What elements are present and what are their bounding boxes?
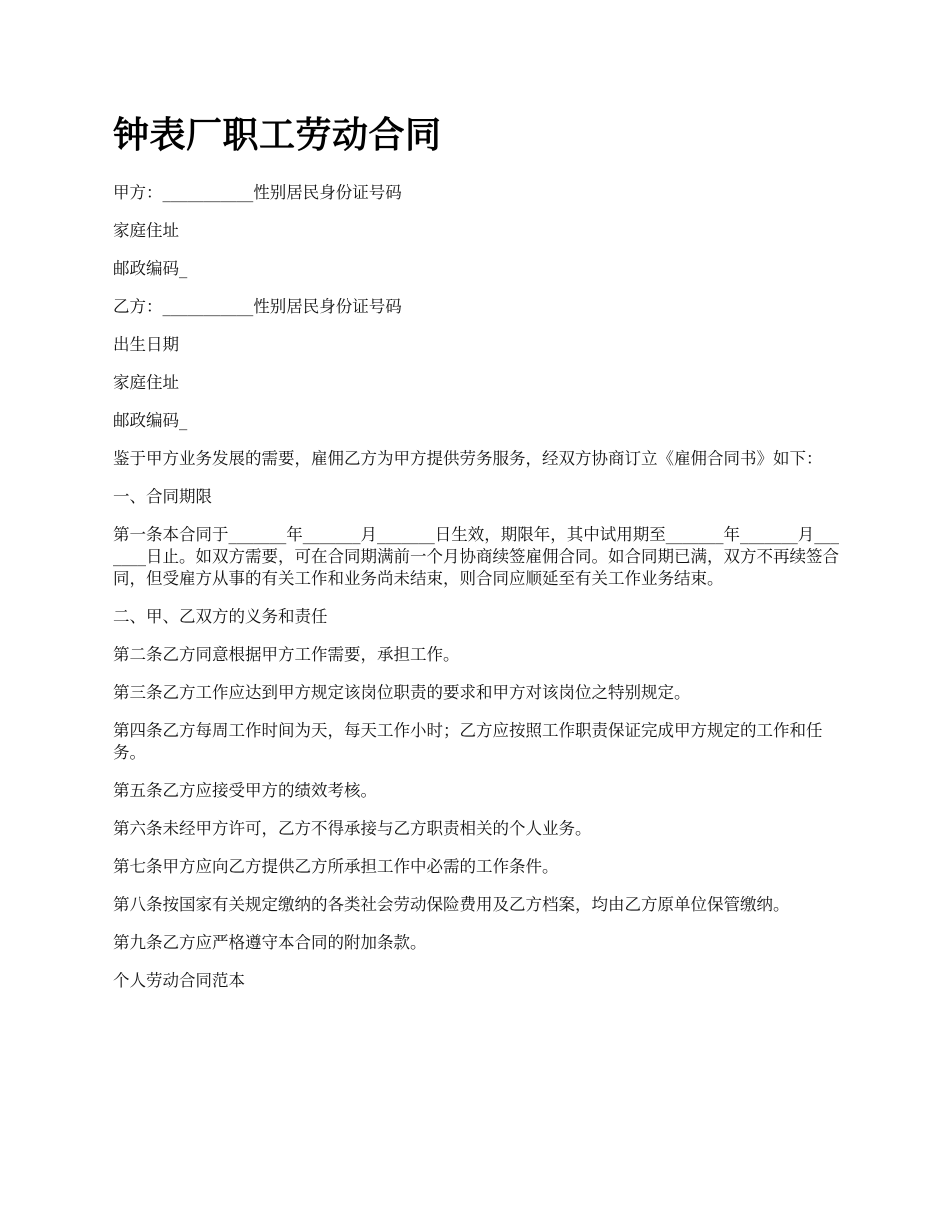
- article-1: 第一条本合同于_______年_______月_______日生效，期限年，其中试用期至_______年_______月_______日止。如双方需要，可在合同期满前一个月协商续签雇佣合同。如合同期已满，双方不再续签合同，但受雇方从事的有关工作和业务尚未结束，则合同应顺延至有关工作业务结束。: [113, 525, 839, 588]
- article-3: 第三条乙方工作应达到甲方规定该岗位职责的要求和甲方对该岗位之特别规定。: [113, 683, 691, 702]
- party-b-postcode-label: 邮政编码_: [113, 411, 188, 430]
- section-heading-term: 一、合同期限: [113, 487, 212, 506]
- preamble-paragraph: 鉴于甲方业务发展的需要，雇佣乙方为甲方提供劳务服务，经双方协商订立《雇佣合同书》如下：: [113, 449, 823, 468]
- party-a-address-label: 家庭住址: [113, 221, 179, 240]
- section-heading-duties: 二、甲、乙双方的义务和责任: [113, 607, 328, 626]
- party-b-line: 乙方：___________性别居民身份证号码: [113, 297, 402, 316]
- article-8: 第八条按国家有关规定缴纳的各类社会劳动保险费用及乙方档案，均由乙方原单位保管缴纳。: [113, 895, 790, 914]
- article-6: 第六条未经甲方许可，乙方不得承接与乙方职责相关的个人业务。: [113, 819, 592, 838]
- article-2: 第二条乙方同意根据甲方工作需要，承担工作。: [113, 645, 460, 664]
- party-b-address-label: 家庭住址: [113, 373, 179, 392]
- party-a-postcode-label: 邮政编码_: [113, 259, 188, 278]
- article-5: 第五条乙方应接受甲方的绩效考核。: [113, 781, 377, 800]
- article-4: 第四条乙方每周工作时间为天，每天工作小时；乙方应按照工作职责保证完成甲方规定的工作和任务。: [113, 721, 823, 762]
- article-9: 第九条乙方应严格遵守本合同的附加条款。: [113, 933, 427, 952]
- article-7: 第七条甲方应向乙方提供乙方所承担工作中必需的工作条件。: [113, 857, 559, 876]
- party-b-birthdate-label: 出生日期: [113, 335, 179, 354]
- document-title: 钟表厂职工劳动合同: [113, 114, 442, 156]
- party-a-line: 甲方：___________性别居民身份证号码: [113, 183, 402, 202]
- closing-heading: 个人劳动合同范本: [113, 971, 245, 990]
